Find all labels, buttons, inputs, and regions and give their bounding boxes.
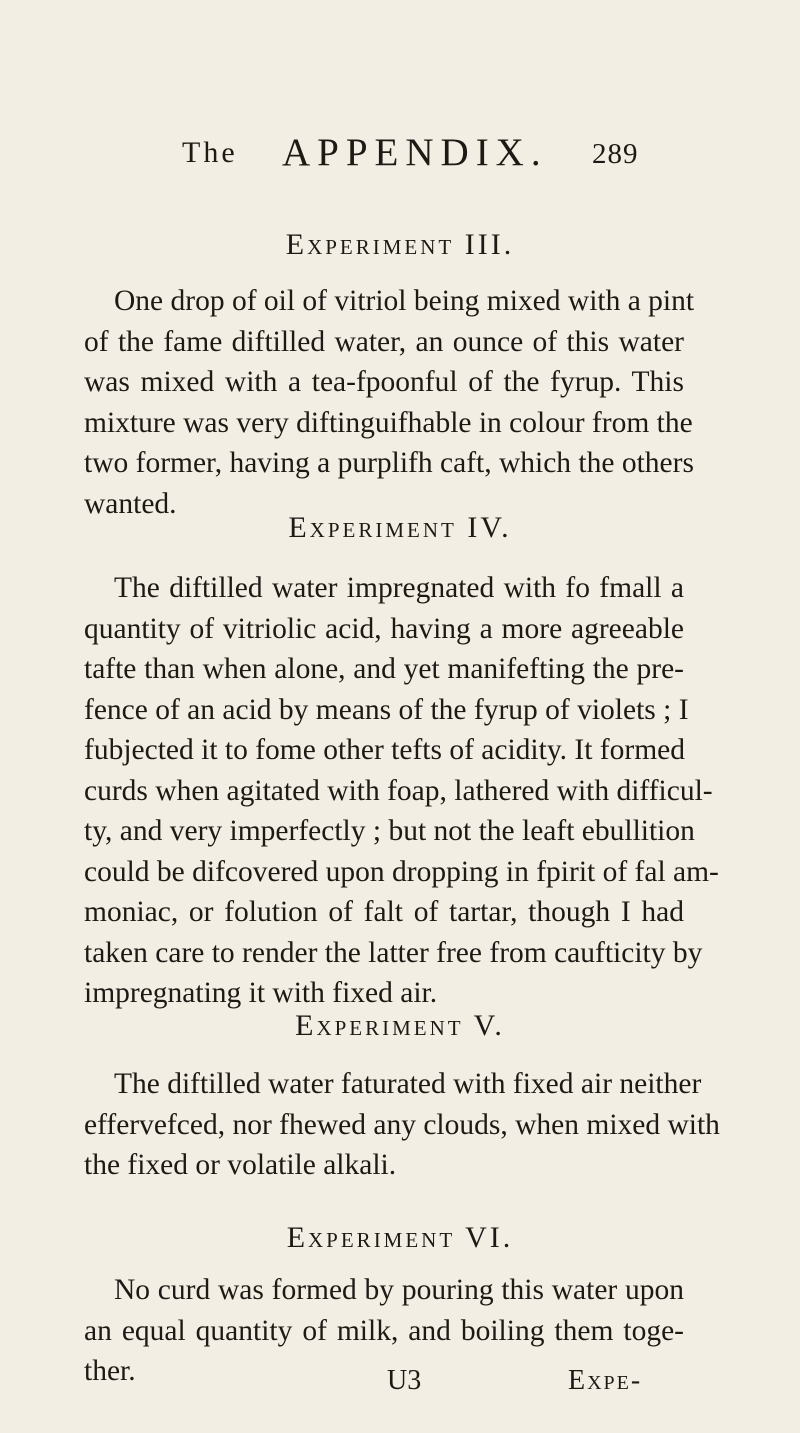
text-line: ther. — [84, 1355, 136, 1387]
text-line: fence of an acid by means of the fyrup of violets ; I — [84, 693, 689, 726]
text-line: The diftilled water faturated with fixed air neither — [114, 1068, 702, 1100]
experiment-5-text — [84, 1064, 720, 1186]
experiment-4-heading: Experiment IV. — [288, 511, 512, 544]
text-line: was mixed with a tea-fpoonful of the fyrup. This — [84, 366, 684, 398]
text-line: moniac, or folution of falt of tartar, though I had — [84, 896, 684, 928]
text-line: effervefced, nor fhewed any clouds, when mixed with — [84, 1108, 720, 1141]
experiment-6-heading: Experiment VI. — [286, 1221, 514, 1254]
running-head — [182, 130, 652, 174]
catchword: Expe- — [568, 1365, 643, 1396]
experiment-3-text — [84, 281, 695, 524]
text-line: One drop of oil of vitriol being mixed with a pint — [114, 285, 695, 317]
experiment-4-text — [84, 568, 719, 1014]
text-line: of the fame diftilled water, an ounce of this water — [84, 325, 684, 358]
running-head-the: The — [182, 136, 238, 169]
experiment-3-heading: Experiment III. — [285, 228, 515, 261]
text-line: an equal quantity of milk, and boiling them toge- — [84, 1314, 684, 1347]
text-line: could be difcovered upon dropping in fpirit of fal am- — [84, 855, 719, 888]
text-line: mixture was very diftinguifhable in colour from the — [84, 406, 693, 439]
text-line: ty, and very imperfectly ; but not the leaft ebullition — [84, 815, 695, 847]
running-head-title: APPENDIX. — [282, 131, 548, 174]
signature-mark: U3 — [387, 1365, 422, 1396]
text-line: quantity of vitriolic acid, having a more agreeable — [84, 612, 684, 645]
text-line: The diftilled water impregnated with fo fmall a — [114, 572, 684, 604]
text-line: the fixed or volatile alkali. — [84, 1149, 397, 1181]
text-line: wanted. — [84, 487, 177, 520]
page-number: 289 — [592, 138, 639, 170]
text-line: two former, having a purplifh caft, which the others — [84, 447, 694, 479]
text-line: tafte than when alone, and yet manifefting the pre- — [84, 653, 684, 685]
text-line: impregnating it with fixed air. — [84, 977, 438, 1009]
text-line: taken care to render the latter free from caufticity by — [84, 936, 703, 969]
experiment-5-heading: Experiment V. — [295, 1009, 505, 1042]
text-line: No curd was formed by pouring this water upon — [114, 1274, 684, 1306]
text-line: curds when agitated with foap, lathered with difficul- — [84, 774, 713, 807]
text-line: fubjected it to fome other tefts of acidity. It formed — [84, 734, 685, 766]
